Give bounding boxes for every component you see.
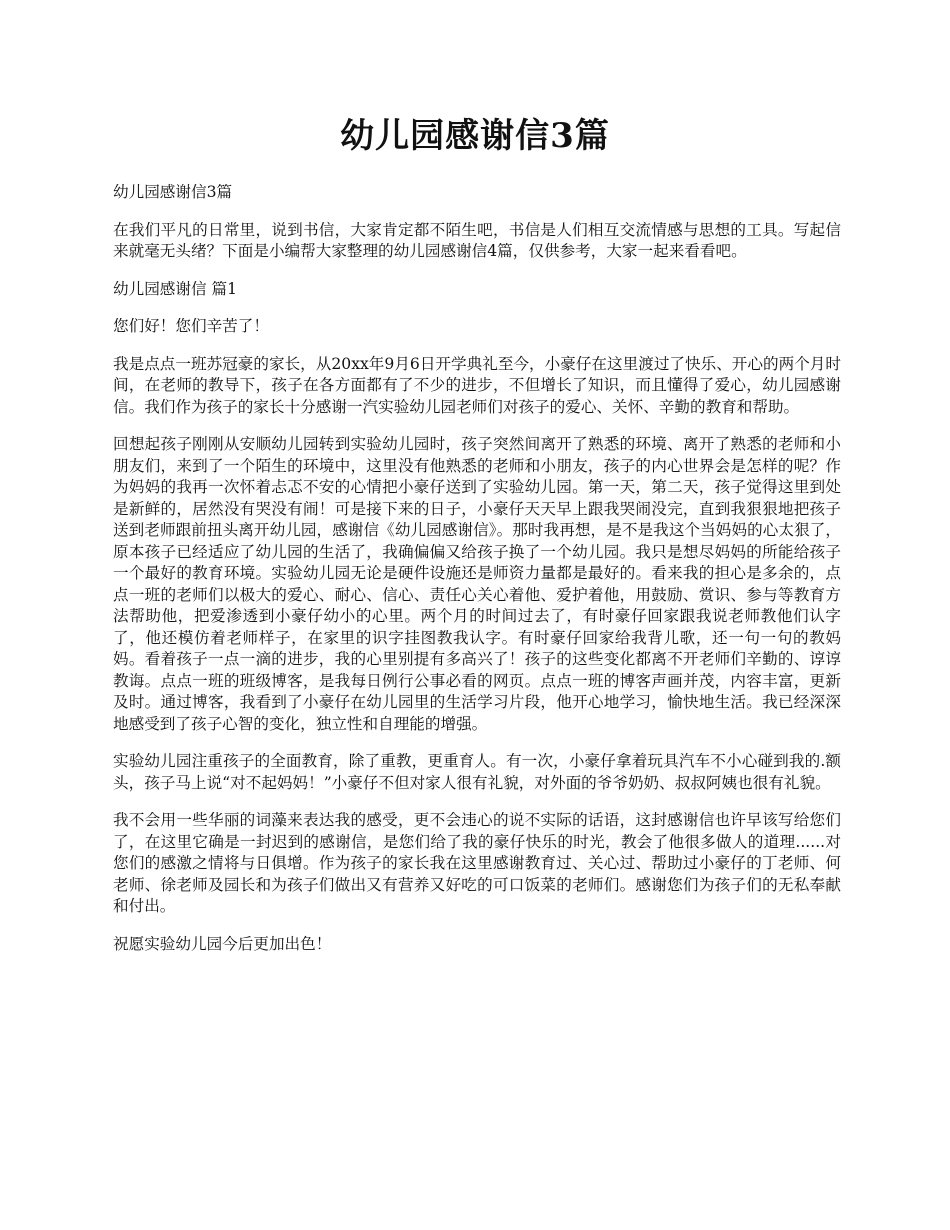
body-paragraph: 我是点点一班苏冠豪的家长，从20xx年9月6日开学典礼至今，小豪仔在这里渡过了快乐、开心的两个月时间，在老师的教导下，孩子在各方面都有了不少的进步，不但增长了知识，而且懂得了爱心，幼儿园感谢信。我们作为孩子的家长十分感谢一汽实验幼儿园老师们对孩子的爱心、关怀、辛勤的教育和帮助。 bbox=[113, 354, 841, 416]
greeting-paragraph: 您们好！您们辛苦了！ bbox=[113, 317, 269, 335]
intro-paragraph: 在我们平凡的日常里，说到书信，大家肯定都不陌生吧，书信是人们相互交流情感与思想的工具。写起信来就毫无头绪？下面是小编帮大家整理的幼儿园感谢信4篇，仅供参考，大家一起来看看吧。 bbox=[113, 220, 841, 260]
body-paragraph: 我不会用一些华丽的词藻来表达我的感受，更不会违心的说不实际的话语，这封感谢信也许早该写给您们了，在这里它确是一封迟到的感谢信，是您们给了我的豪仔快乐的时光，教会了他很多做人的道理......对您们的感激之情将与日俱增。作为孩子的家长我在这里感谢教育过、关心过、帮助过小豪仔的丁老师、何老师、徐老师及园长和为孩子们做出又有营养又好吃的可口饭菜的老师们。感谢您们为孩子们的无私奉献和付出。 bbox=[113, 811, 841, 915]
closing-paragraph: 祝愿实验幼儿园今后更加出色！ bbox=[113, 934, 332, 953]
document-title: 幼儿园感谢信3篇 bbox=[340, 116, 610, 156]
body-paragraph: 回想起孩子刚刚从安顺幼儿园转到实验幼儿园时，孩子突然间离开了熟悉的环境、离开了熟悉的老师和小朋友们，来到了一个陌生的环境中，这里没有他熟悉的老师和小朋友，孩子的内心世界会是怎样的呢？作为妈妈的我再一次怀着忐忑不安的心情把小豪仔送到了实验幼儿园。第一天，第二天，孩子觉得这里到处是新鲜的，居然没有哭没有闹！可是接下来的日子，小豪仔天天早上跟我哭闹没完，直到我狠狠地把孩子送到老师跟前扭头离开幼儿园，感谢信《幼儿园感谢信》。那时我再想，是不是我这个当妈妈的心太狠了，原本孩子已经适应了幼儿园的生活了，我确偏偏又给孩子换了一个幼儿园。我只是想尽妈妈的所能给孩子一个最好的教育环境。实验幼儿园无论是硬件设施还是师资力量都是最好的。看来我的担心是多余的，点点一班的老师们以极大的爱心、耐心、信心、责任心关心着他、爱护着他，用鼓励、赏识、参与等教育方法帮助他，把爱渗透到小豪仔幼小的心里。两个月的时间过去了，有时豪仔回家跟我说老师教他们认字了，他还模仿着老师样子，在家里的识字挂图教我认字。有时豪仔回家给我背儿歌，还一句一句的教妈妈。看着孩子一点一滴的进步，我的心里别提有多高兴了！孩子的这些变化都离不开老师们辛勤的、谆谆教诲。点点一班的班级博客，是我每日例行公事必看的网页。点点一班的博客声画并茂，内容丰富，更新及时。通过博客，我看到了小豪仔在幼儿园里的生活学习片段，他开心地学习，愉快地生活。我已经深深地感受到了孩子心智的变化，独立性和自理能的增强。 bbox=[113, 435, 841, 733]
document-body bbox=[113, 182, 841, 971]
subtitle-paragraph: 幼儿园感谢信3篇 bbox=[113, 183, 233, 201]
body-paragraph: 实验幼儿园注重孩子的全面教育，除了重教，更重育人。有一次，小豪仔拿着玩具汽车不小心碰到我的.额头，孩子马上说“对不起妈妈！”小豪仔不但对家人很有礼貌，对外面的爷爷奶奶、叔叔阿姨也很有礼貌。 bbox=[113, 752, 841, 792]
section-heading: 幼儿园感谢信 篇1 bbox=[113, 279, 238, 298]
